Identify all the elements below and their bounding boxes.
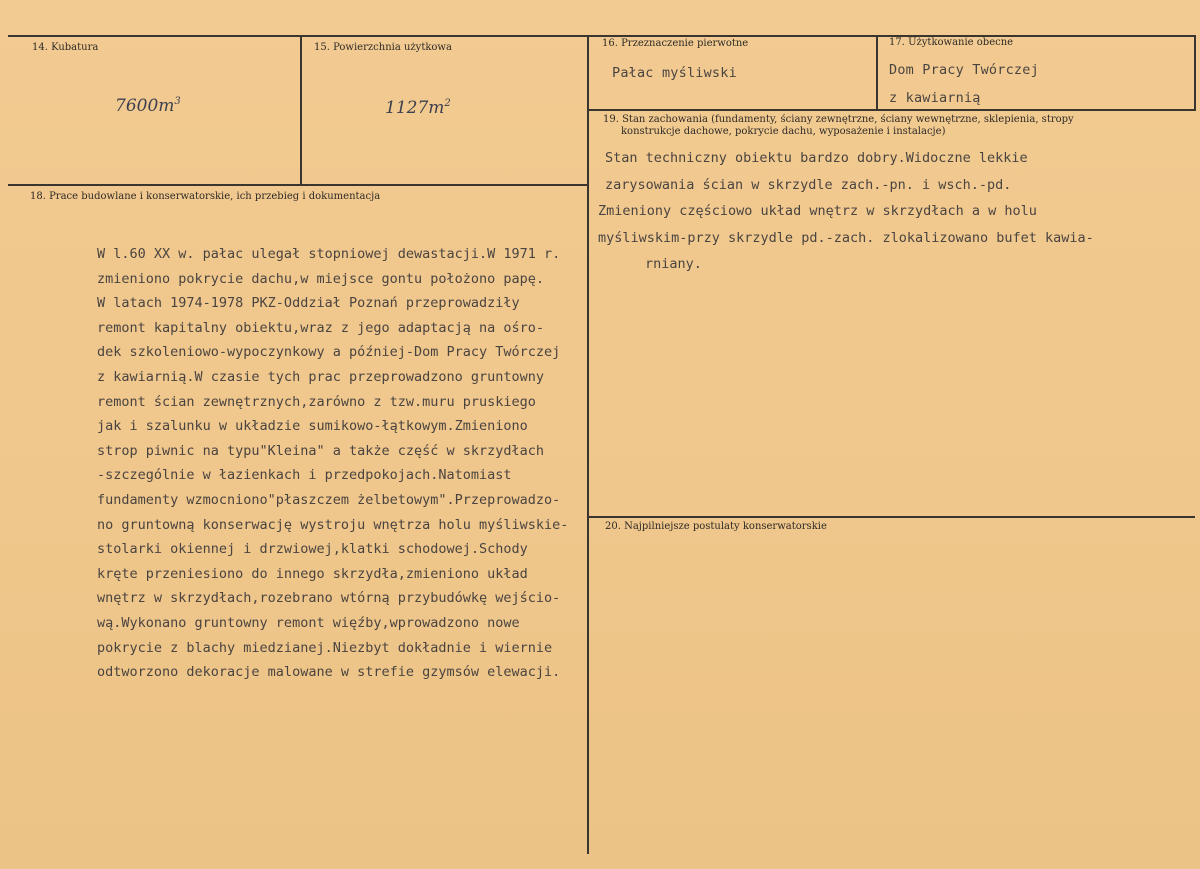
kubatura-number: 7600 (115, 96, 159, 116)
kubatura-value (115, 96, 181, 116)
prace-line: dek szkoleniowo-wypoczynkowy a później-Dom Pracy Twórczej (97, 344, 561, 361)
prace-line: -szczególnie w łazienkach i przedpokojach.Natomiast (97, 467, 512, 484)
uzytkowanie-line-1: Dom Pracy Twórczej (889, 62, 1039, 78)
prace-line: z kawiarnią.W czasie tych prac przeprowadzono gruntowny (97, 368, 545, 385)
prace-line: remont kapitalny obiektu,wraz z jego adaptacją na ośro- (97, 319, 545, 336)
prace-line: stolarki okiennej i drzwiowej,klatki schodowej.Schody (97, 541, 528, 558)
prace-line: fundamenty wzmocniono"płaszczem żelbetowym".Przeprowadzo- (97, 491, 561, 508)
uzytkowanie-line-2: z kawiarnią (889, 90, 981, 106)
prace-line: wą.Wykonano gruntowny remont więźby,wprowadzono nowe (97, 614, 520, 631)
prace-line: odtworzono dekoracje malowane w strefie gzymsów elewacji. (97, 664, 561, 681)
right-border (1194, 36, 1196, 111)
horizontal-line-20 (588, 516, 1195, 518)
stan-line: myśliwskim-przy skrzydle pd.-zach. zlokalizowano bufet kawia- (598, 229, 1094, 246)
stan-label-line-2: konstrukcje dachowe, pokrycie dachu, wyposażenie i instalacje) (621, 126, 946, 137)
top-border (8, 35, 1196, 37)
divider-right-1 (876, 36, 878, 110)
stan-text (598, 145, 1094, 278)
powierzchnia-unit-exponent: 2 (444, 98, 451, 109)
stan-line: rniany. (645, 256, 702, 272)
horizontal-line-18 (8, 184, 588, 186)
prace-line: pokrycie z blachy miedzianej.Niezbyt dokładnie i wiernie (97, 639, 553, 656)
prace-line: no gruntowną konserwację wystroju wnętrza holu myśliwskie- (97, 516, 569, 533)
powierzchnia-value (385, 98, 451, 118)
prace-line: jak i szalunku w układzie sumikowo-łątkowym.Zmieniono (97, 418, 528, 435)
powierzchnia-number: 1127 (385, 98, 429, 118)
prace-line: wnętrz w skrzydłach,rozebrano wtórną przybudówkę wejścio- (97, 590, 561, 607)
prace-line: W l.60 XX w. pałac ulegał stopniowej dewastacji.W 1971 r. (97, 246, 561, 262)
prace-line: remont ścian zewnętrznych,zarówno z tzw.muru pruskiego (97, 393, 536, 410)
prace-line: zmieniono pokrycie dachu,w miejsce gontu położono papę. (97, 270, 545, 287)
kubatura-unit: m (158, 96, 175, 116)
prace-line: strop piwnic na typu"Kleina" a także część w skrzydłach (97, 442, 545, 459)
stan-label-line-1: 19. Stan zachowania (fundamenty, ściany zewnętrzne, ściany wewnętrzne, sklepienia, stropy (603, 114, 1074, 125)
prace-line: kręte przeniesiono do innego skrzydła,zmieniono układ (97, 565, 528, 582)
stan-line: Stan techniczny obiektu bardzo dobry.Widoczne lekkie (605, 150, 1028, 166)
divider-left-1 (300, 36, 302, 185)
uzytkowanie-label: 17. Użytkowanie obecne (889, 37, 1014, 48)
stan-line: Zmieniony częściowo układ wnętrz w skrzydłach a w holu (598, 203, 1037, 219)
prace-label: 18. Prace budowlane i konserwatorskie, ich przebieg i dokumentacja (30, 191, 381, 202)
przeznaczenie-value: Pałac myśliwski (612, 65, 737, 81)
przeznaczenie-label: 16. Przeznaczenie pierwotne (602, 38, 749, 49)
kubatura-label: 14. Kubatura (32, 42, 99, 53)
divider-center (587, 36, 589, 854)
prace-text (97, 242, 568, 685)
powierzchnia-label: 15. Powierzchnia użytkowa (314, 42, 452, 53)
prace-line: W latach 1974-1978 PKZ-Oddział Poznań przeprowadziły (97, 295, 520, 312)
kubatura-unit-exponent: 3 (174, 96, 181, 107)
horizontal-line-19 (588, 109, 1195, 111)
postulaty-label: 20. Najpilniejsze postulaty konserwatorskie (605, 521, 827, 532)
powierzchnia-unit: m (428, 98, 445, 118)
stan-line: zarysowania ścian w skrzydle zach.-pn. i wsch.-pd. (605, 176, 1012, 193)
